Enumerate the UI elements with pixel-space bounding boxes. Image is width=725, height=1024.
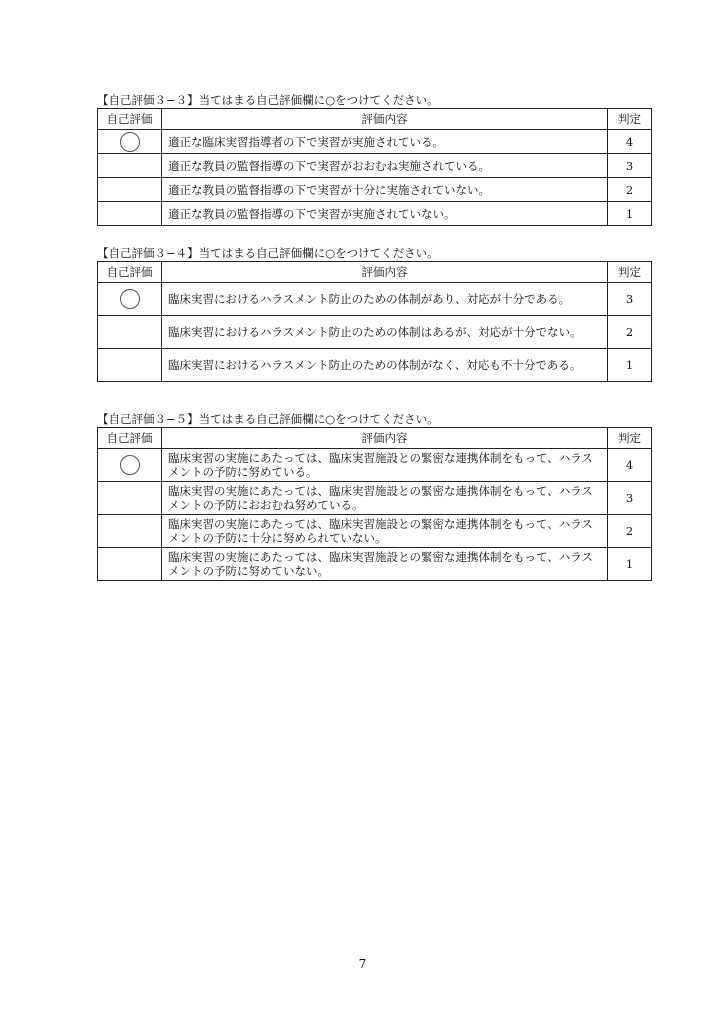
table-row	[98, 130, 652, 154]
evaluation-table	[97, 108, 652, 226]
evaluation-text: 適正な教員の監督指導の下で実習が実施されていない。	[162, 202, 608, 226]
self-evaluation-cell[interactable]	[98, 202, 162, 226]
header-self-evaluation: 自己評価	[98, 262, 162, 283]
score-value: 1	[608, 202, 652, 226]
evaluation-text: 臨床実習の実施にあたっては、臨床実習施設との緊密な連携体制をもって、ハラスメントの予防に十分に努められていない。	[162, 515, 608, 548]
evaluation-table	[97, 427, 652, 581]
self-evaluation-cell[interactable]	[98, 178, 162, 202]
evaluation-text: 臨床実習の実施にあたっては、臨床実習施設との緊密な連携体制をもって、ハラスメントの予防に努めている。	[162, 449, 608, 482]
header-evaluation-content: 評価内容	[162, 109, 608, 130]
section-title: 【自己評価３−４】当てはまる自己評価欄に○をつけてください。	[97, 246, 439, 260]
circle-mark-icon	[120, 289, 140, 309]
self-evaluation-cell[interactable]	[98, 515, 162, 548]
table-row	[98, 515, 652, 548]
table-row	[98, 202, 652, 226]
evaluation-text: 適正な教員の監督指導の下で実習が十分に実施されていない。	[162, 178, 608, 202]
evaluation-text: 臨床実習におけるハラスメント防止のための体制はあるが、対応が十分でない。	[162, 316, 608, 349]
self-evaluation-cell[interactable]	[98, 316, 162, 349]
header-evaluation-content: 評価内容	[162, 428, 608, 449]
self-evaluation-cell[interactable]	[98, 548, 162, 581]
self-evaluation-cell[interactable]	[98, 449, 162, 482]
table-row	[98, 316, 652, 349]
score-value: 3	[608, 482, 652, 515]
score-value: 3	[608, 154, 652, 178]
circle-mark-icon	[120, 455, 140, 475]
header-self-evaluation: 自己評価	[98, 428, 162, 449]
self-evaluation-cell[interactable]	[98, 130, 162, 154]
score-value: 3	[608, 283, 652, 316]
score-value: 1	[608, 548, 652, 581]
header-score: 判定	[608, 262, 652, 283]
score-value: 4	[608, 130, 652, 154]
evaluation-text: 適正な教員の監督指導の下で実習がおおむね実施されている。	[162, 154, 608, 178]
table-row	[98, 349, 652, 382]
score-value: 2	[608, 316, 652, 349]
score-value: 2	[608, 515, 652, 548]
evaluation-text: 臨床実習におけるハラスメント防止のための体制がなく、対応も不十分である。	[162, 349, 608, 382]
self-evaluation-cell[interactable]	[98, 154, 162, 178]
circle-mark-icon	[120, 132, 140, 152]
self-evaluation-cell[interactable]	[98, 482, 162, 515]
evaluation-section-3-4	[97, 245, 652, 382]
evaluation-text: 臨床実習におけるハラスメント防止のための体制があり、対応が十分である。	[162, 283, 608, 316]
score-value: 4	[608, 449, 652, 482]
evaluation-text: 臨床実習の実施にあたっては、臨床実習施設との緊密な連携体制をもって、ハラスメントの予防におおむね努めている。	[162, 482, 608, 515]
evaluation-section-3-5	[97, 411, 652, 581]
self-evaluation-cell[interactable]	[98, 283, 162, 316]
evaluation-text: 臨床実習の実施にあたっては、臨床実習施設との緊密な連携体制をもって、ハラスメントの予防に努めていない。	[162, 548, 608, 581]
evaluation-text: 適正な臨床実習指導者の下で実習が実施されている。	[162, 130, 608, 154]
table-row	[98, 449, 652, 482]
table-row	[98, 283, 652, 316]
table-row	[98, 482, 652, 515]
section-title: 【自己評価３−３】当てはまる自己評価欄に○をつけてください。	[97, 93, 439, 107]
header-score: 判定	[608, 109, 652, 130]
header-score: 判定	[608, 428, 652, 449]
evaluation-section-3-3	[97, 92, 652, 226]
header-evaluation-content: 評価内容	[162, 262, 608, 283]
table-row	[98, 154, 652, 178]
table-row	[98, 178, 652, 202]
evaluation-table	[97, 261, 652, 382]
score-value: 2	[608, 178, 652, 202]
section-title: 【自己評価３−５】当てはまる自己評価欄に○をつけてください。	[97, 412, 439, 426]
page-number: 7	[358, 957, 367, 971]
score-value: 1	[608, 349, 652, 382]
table-row	[98, 548, 652, 581]
self-evaluation-cell[interactable]	[98, 349, 162, 382]
header-self-evaluation: 自己評価	[98, 109, 162, 130]
